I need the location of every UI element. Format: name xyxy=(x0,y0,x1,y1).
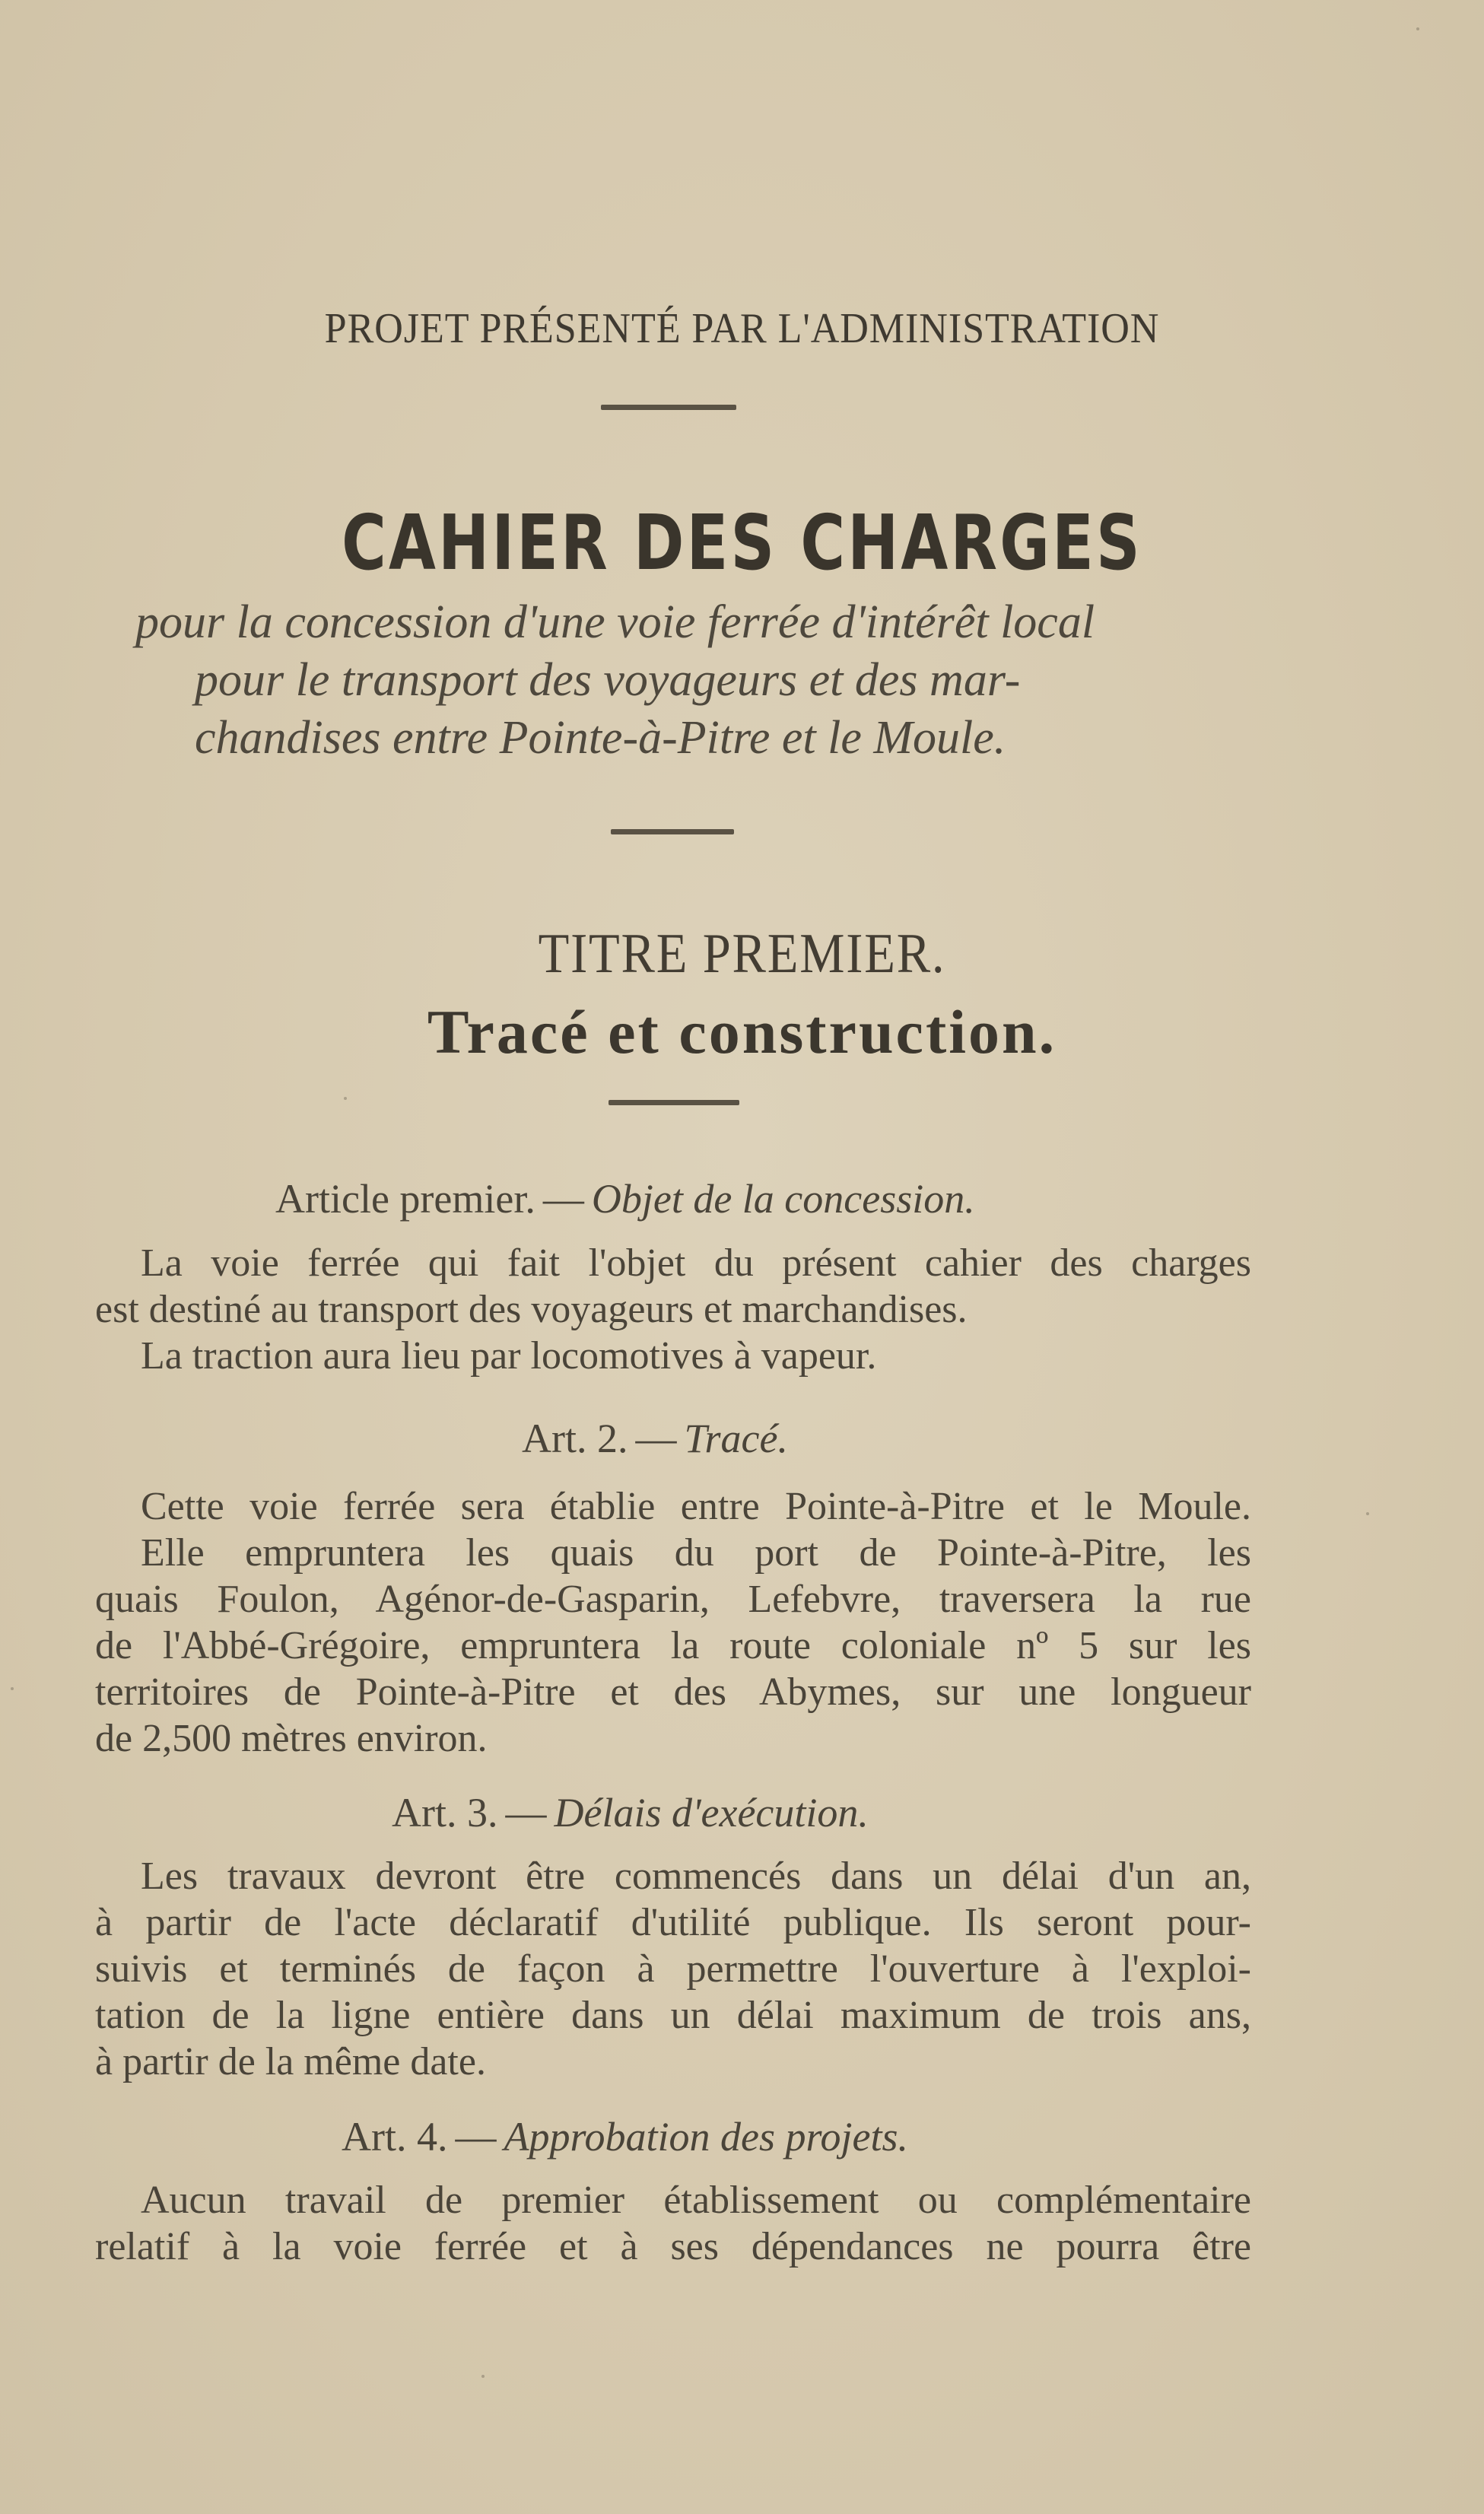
main-title: CAHIER DES CHARGES xyxy=(342,498,1142,587)
text-line: Cette voie ferrée sera établie entre Pointe-à-Pitre et le Moule. xyxy=(141,1485,1251,1528)
text-line: La traction aura lieu par locomotives à vapeur. xyxy=(141,1334,877,1378)
paper-speck xyxy=(344,1097,347,1100)
article-body xyxy=(95,1483,1251,1762)
dash: — xyxy=(635,1416,677,1461)
text-line: de 2,500 mètres environ. xyxy=(95,1717,488,1760)
text-line: à partir de la même date. xyxy=(95,2040,486,2083)
article-title: Objet de la concession. xyxy=(591,1176,975,1222)
article-title: Tracé. xyxy=(684,1416,788,1461)
text-line: Aucun travail de premier établissement ou complémentaire xyxy=(141,2179,1251,2222)
section-rule xyxy=(609,1100,739,1105)
article-label: Art. 3. xyxy=(392,1790,498,1835)
dash: — xyxy=(505,1790,547,1835)
article-label: Art. 2. xyxy=(522,1416,628,1461)
text-line: quais Foulon, Agénor-de-Gasparin, Lefebvre, traversera la rue xyxy=(95,1578,1251,1621)
dash: — xyxy=(455,2114,497,2160)
text-line: relatif à la voie ferrée et à ses dépendances ne pourra être xyxy=(95,2225,1251,2268)
paper-speck xyxy=(11,1687,14,1690)
subtitle-line: chandises entre Pointe-à-Pitre et le Moule. xyxy=(195,712,1006,764)
article-heading xyxy=(342,2113,908,2160)
text-line: à partir de l'acte déclaratif d'utilité publique. Ils seront pour- xyxy=(95,1901,1251,1944)
article-body xyxy=(95,2177,1251,2270)
dash: — xyxy=(542,1176,584,1222)
titre-number: TITRE PREMIER. xyxy=(538,923,946,985)
text-line: Elle empruntera les quais du port de Pointe-à-Pitre, les xyxy=(141,1531,1251,1575)
subtitle-line: pour le transport des voyageurs et des mar- xyxy=(195,654,1021,706)
article-label: Article premier. xyxy=(275,1176,535,1222)
article-title: Délais d'exécution. xyxy=(554,1790,869,1835)
paper-speck xyxy=(481,2375,485,2378)
article-heading xyxy=(392,1789,869,1836)
article-heading xyxy=(522,1415,788,1462)
article-body xyxy=(95,1853,1251,2085)
paper-speck xyxy=(1416,27,1419,30)
administration-header: PROJET PRÉSENTÉ PAR L'ADMINISTRATION xyxy=(324,305,1160,352)
paper-speck xyxy=(1366,1512,1369,1515)
article-body xyxy=(95,1240,1251,1379)
text-line: suivis et terminés de façon à permettre l'ouverture à l'exploi- xyxy=(95,1947,1251,1991)
text-line: La voie ferrée qui fait l'objet du présent cahier des charges xyxy=(141,1241,1251,1285)
article-label: Art. 4. xyxy=(342,2114,448,2160)
text-line: Les travaux devront être commencés dans un délai d'un an, xyxy=(141,1855,1251,1898)
text-line: territoires de Pointe-à-Pitre et des Abymes, sur une longueur xyxy=(95,1670,1251,1714)
subtitle-line: pour la concession d'une voie ferrée d'intérêt local xyxy=(135,596,1095,648)
subtitle xyxy=(135,593,1254,767)
header-rule xyxy=(601,405,736,410)
article-heading xyxy=(275,1175,975,1222)
subtitle-rule xyxy=(611,829,734,834)
text-line: tation de la ligne entière dans un délai maximum de trois ans, xyxy=(95,1994,1251,2037)
titre-name: Tracé et construction. xyxy=(427,997,1057,1066)
text-line: est destiné au transport des voyageurs et marchandises. xyxy=(95,1288,968,1331)
text-line: de l'Abbé-Grégoire, empruntera la route coloniale nº 5 sur les xyxy=(95,1624,1251,1667)
article-title: Approbation des projets. xyxy=(504,2114,908,2160)
